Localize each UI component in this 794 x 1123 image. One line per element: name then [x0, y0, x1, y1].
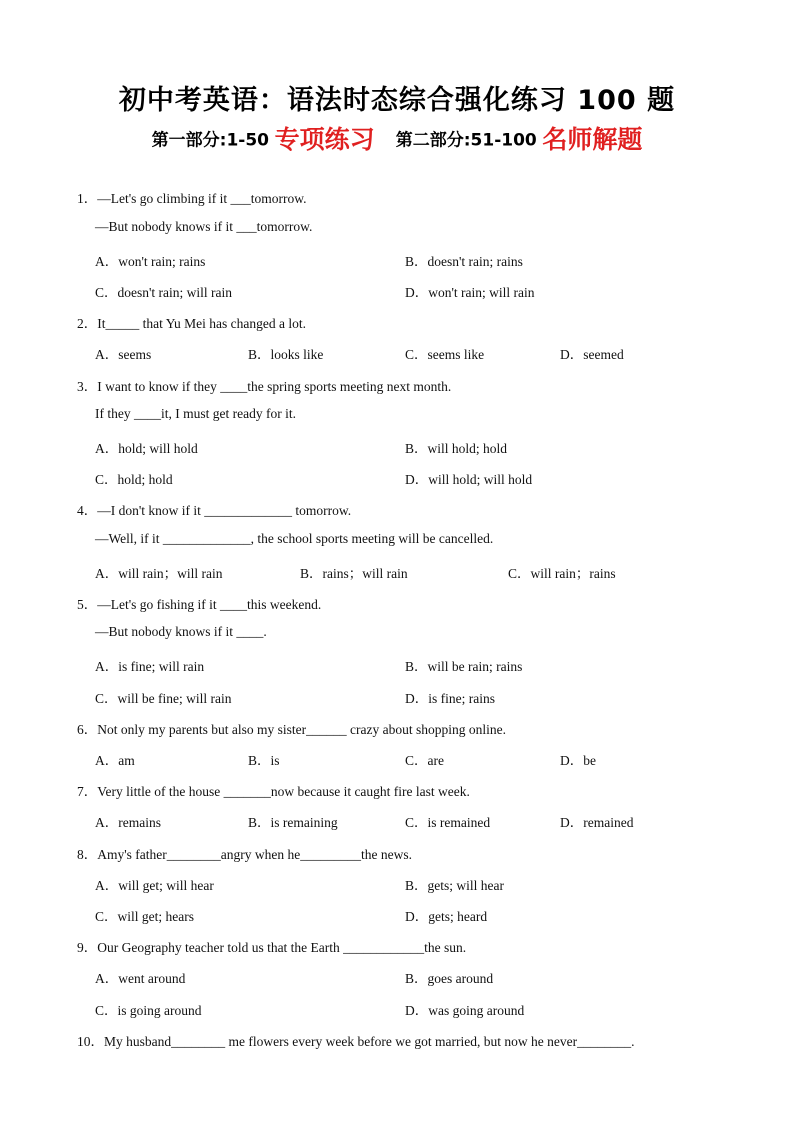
question-text: I want to know if they ____the spring sports meeting next month. [97, 379, 452, 394]
option-c: C．doesn't rain; will rain [95, 285, 233, 300]
part2-highlight: 名师解题 [542, 125, 643, 154]
question-text: Not only my parents but also my sister______ crazy about shopping online. [97, 722, 506, 737]
option-b: B．gets; will hear [405, 878, 504, 893]
question-text: My husband________ me flowers every week before we got married, but now he never________. [104, 1034, 635, 1049]
question-text-line: —But nobody knows if it ___tomorrow. [95, 219, 313, 234]
option-b: B．will hold; hold [405, 441, 508, 456]
question-10: 10．My husband________ me flowers every week before we got married, but now he never________. [77, 1034, 635, 1049]
option-a: A．am [95, 753, 135, 768]
option-c: C．will rain；rains [508, 566, 616, 581]
part1-highlight: 专项练习 [274, 125, 375, 154]
option-d: D．gets; heard [405, 909, 488, 924]
question-3: 3．I want to know if they ____the spring sports meeting next month. [77, 379, 452, 394]
option-c: C．will get; hears [95, 909, 194, 924]
option-b: B．looks like [248, 347, 324, 362]
option-c: C．are [405, 753, 444, 768]
question-7: 7．Very little of the house _______now because it caught fire last week. [77, 784, 470, 799]
question-text: Amy's father________angry when he_________the news. [97, 847, 412, 862]
option-a: A．hold; will hold [95, 441, 198, 456]
part2-label: 第二部分:51-100 [395, 130, 537, 151]
option-c: C．will be fine; will rain [95, 691, 232, 706]
option-a: A．went around [95, 971, 186, 986]
option-d: D．be [560, 753, 596, 768]
question-2: 2．It_____ that Yu Mei has changed a lot. [77, 316, 306, 331]
question-8: 8．Amy's father________angry when he_________the news. [77, 847, 412, 862]
option-a: A．will get; will hear [95, 878, 214, 893]
option-c: C．is going around [95, 1003, 202, 1018]
question-4: 4．—I don't know if it _____________ tomorrow. [77, 503, 352, 518]
question-9: 9．Our Geography teacher told us that the Earth ____________the sun. [77, 940, 467, 955]
question-1: 1．—Let's go climbing if it ___tomorrow. [77, 191, 307, 206]
option-d: D．is fine; rains [405, 691, 495, 706]
option-b: B．is [248, 753, 280, 768]
option-c: C．is remained [405, 815, 491, 830]
option-b: B．is remaining [248, 815, 338, 830]
option-c: C．seems like [405, 347, 485, 362]
option-d: D．will hold; will hold [405, 472, 533, 487]
question-5: 5．—Let's go fishing if it ____this weekend. [77, 597, 322, 612]
question-text: Very little of the house _______now because it caught fire last week. [97, 784, 470, 799]
page-subtitle [0, 120, 794, 156]
option-a: A．will rain；will rain [95, 566, 223, 581]
option-d: D．won't rain; will rain [405, 285, 535, 300]
question-text-line: —But nobody knows if it ____. [95, 624, 267, 639]
option-b: B．will be rain; rains [405, 659, 523, 674]
question-text: —Let's go fishing if it ____this weekend. [97, 597, 322, 612]
option-d: D．remained [560, 815, 634, 830]
option-a: A．seems [95, 347, 152, 362]
question-text: It_____ that Yu Mei has changed a lot. [97, 316, 306, 331]
option-a: A．remains [95, 815, 161, 830]
question-6: 6．Not only my parents but also my sister______ crazy about shopping online. [77, 722, 506, 737]
option-c: C．hold; hold [95, 472, 173, 487]
question-text: Our Geography teacher told us that the Earth ____________the sun. [97, 940, 467, 955]
option-b: B．goes around [405, 971, 494, 986]
part1-label: 第一部分:1-50 [151, 130, 269, 151]
question-text: —Let's go climbing if it ___tomorrow. [97, 191, 307, 206]
option-d: D．was going around [405, 1003, 525, 1018]
option-a: A．won't rain; rains [95, 254, 206, 269]
page-title: 初中考英语：语法时态综合强化练习 100 题 [118, 85, 676, 116]
question-text-line: If they ____it, I must get ready for it. [95, 406, 296, 421]
option-b: B．doesn't rain; rains [405, 254, 523, 269]
question-text-line: —Well, if it _____________, the school sports meeting will be cancelled. [95, 531, 494, 546]
option-a: A．is fine; will rain [95, 659, 205, 674]
option-b: B．rains；will rain [300, 566, 408, 581]
option-d: D．seemed [560, 347, 624, 362]
question-text: —I don't know if it _____________ tomorrow. [97, 503, 352, 518]
